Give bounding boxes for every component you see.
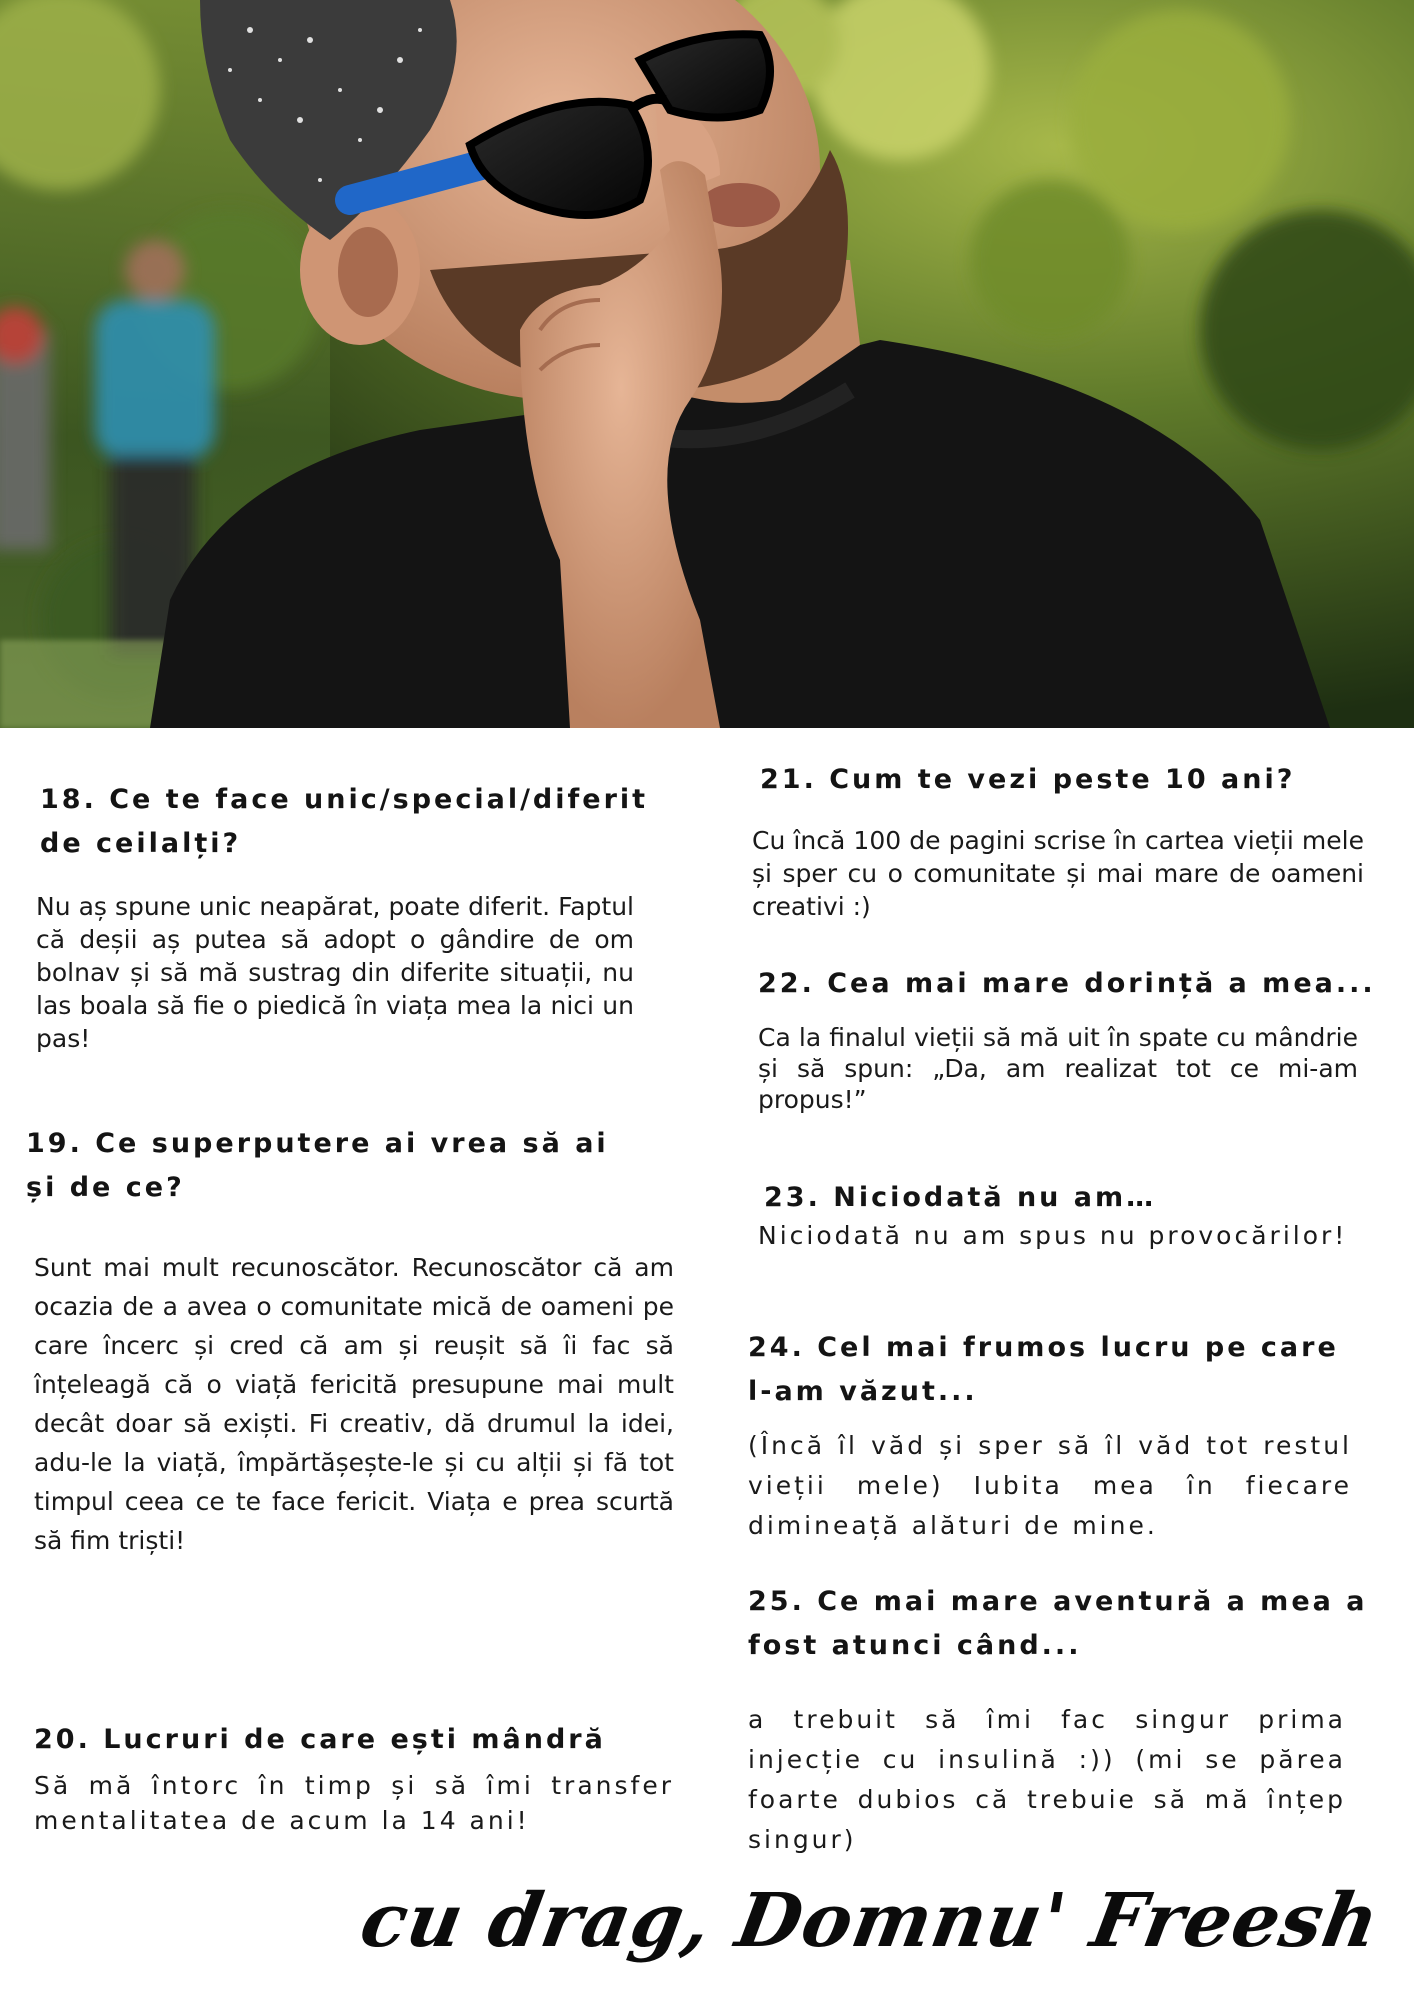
question-24 xyxy=(748,1326,1368,1414)
answer-25 xyxy=(748,1700,1346,1860)
question-21 xyxy=(760,758,1380,802)
answer-23 xyxy=(758,1216,1358,1256)
photo-illustration xyxy=(0,0,1414,728)
question-21-title: 21. Cum te vezi peste 10 ani? xyxy=(760,764,1296,795)
answer-25-text: a trebuit să îmi fac singur prima injecție cu insulină :)) (mi se părea foarte dubios că trebuie să mă înțep singur) xyxy=(748,1705,1346,1854)
answer-19-text: Sunt mai mult recunoscător. Recunoscător că am ocazia de a avea o comunitate mică de oameni pe care încerc și cred că am și reușit să îi fac să înțeleagă că o viață fericită presupune mai mult decât doar să exiști. Fi creativ, dă drumul la idei, adu-le la viață, împărtășește-le și cu alții și fă tot timpul ceea ce te face fericit. Viața e prea scurtă să fim triști! xyxy=(34,1253,674,1555)
question-22 xyxy=(758,962,1378,1006)
answer-22-text: Ca la finalul vieții să mă uit în spate cu mândrie și să spun: „Da, am realizat tot ce mi-am propus!” xyxy=(758,1023,1358,1114)
answer-20 xyxy=(34,1768,674,1838)
signature: cu drag, Domnu' Freesh xyxy=(354,1878,1386,1964)
question-19-title: 19. Ce superputere ai vrea să ai și de ce? xyxy=(26,1128,609,1203)
answer-22 xyxy=(758,1022,1358,1115)
answer-24-text: (Încă îl văd și sper să îl văd tot restul vieții mele) Iubita mea în fiecare dimineață alături de mine. xyxy=(748,1431,1352,1540)
question-23 xyxy=(764,1176,1364,1220)
answer-21 xyxy=(752,824,1364,923)
answer-20-text: Să mă întorc în timp și să îmi transfer mentalitatea de acum la 14 ani! xyxy=(34,1771,674,1835)
question-20 xyxy=(34,1718,674,1762)
question-18 xyxy=(40,778,650,866)
hero-photo xyxy=(0,0,1414,728)
answer-24 xyxy=(748,1426,1352,1546)
question-23-title: 23. Niciodată nu am… xyxy=(764,1182,1157,1213)
question-24-title: 24. Cel mai frumos lucru pe care l-am văzut... xyxy=(748,1332,1339,1407)
question-19 xyxy=(26,1122,646,1210)
question-25-title: 25. Ce mai mare aventură a mea a fost atunci când... xyxy=(748,1586,1368,1661)
answer-18 xyxy=(36,890,634,1055)
answer-19 xyxy=(34,1248,674,1560)
answer-23-text: Niciodată nu am spus nu provocărilor! xyxy=(758,1221,1348,1250)
question-22-title: 22. Cea mai mare dorință a mea... xyxy=(758,968,1376,999)
answer-21-text: Cu încă 100 de pagini scrise în cartea vieții mele și sper cu o comunitate și mai mare de oameni creativi :) xyxy=(752,826,1364,921)
question-25 xyxy=(748,1580,1368,1668)
answer-18-text: Nu aș spune unic neapărat, poate diferit. Faptul că deșii aș putea să adopt o gândire de om bolnav și să mă sustrag din diferite situații, nu las boala să fie o piedică în viața mea la nici un pas! xyxy=(36,892,634,1053)
question-20-title: 20. Lucruri de care ești mândră xyxy=(34,1724,606,1755)
question-18-title: 18. Ce te face unic/special/diferit de ceilalți? xyxy=(40,784,649,859)
